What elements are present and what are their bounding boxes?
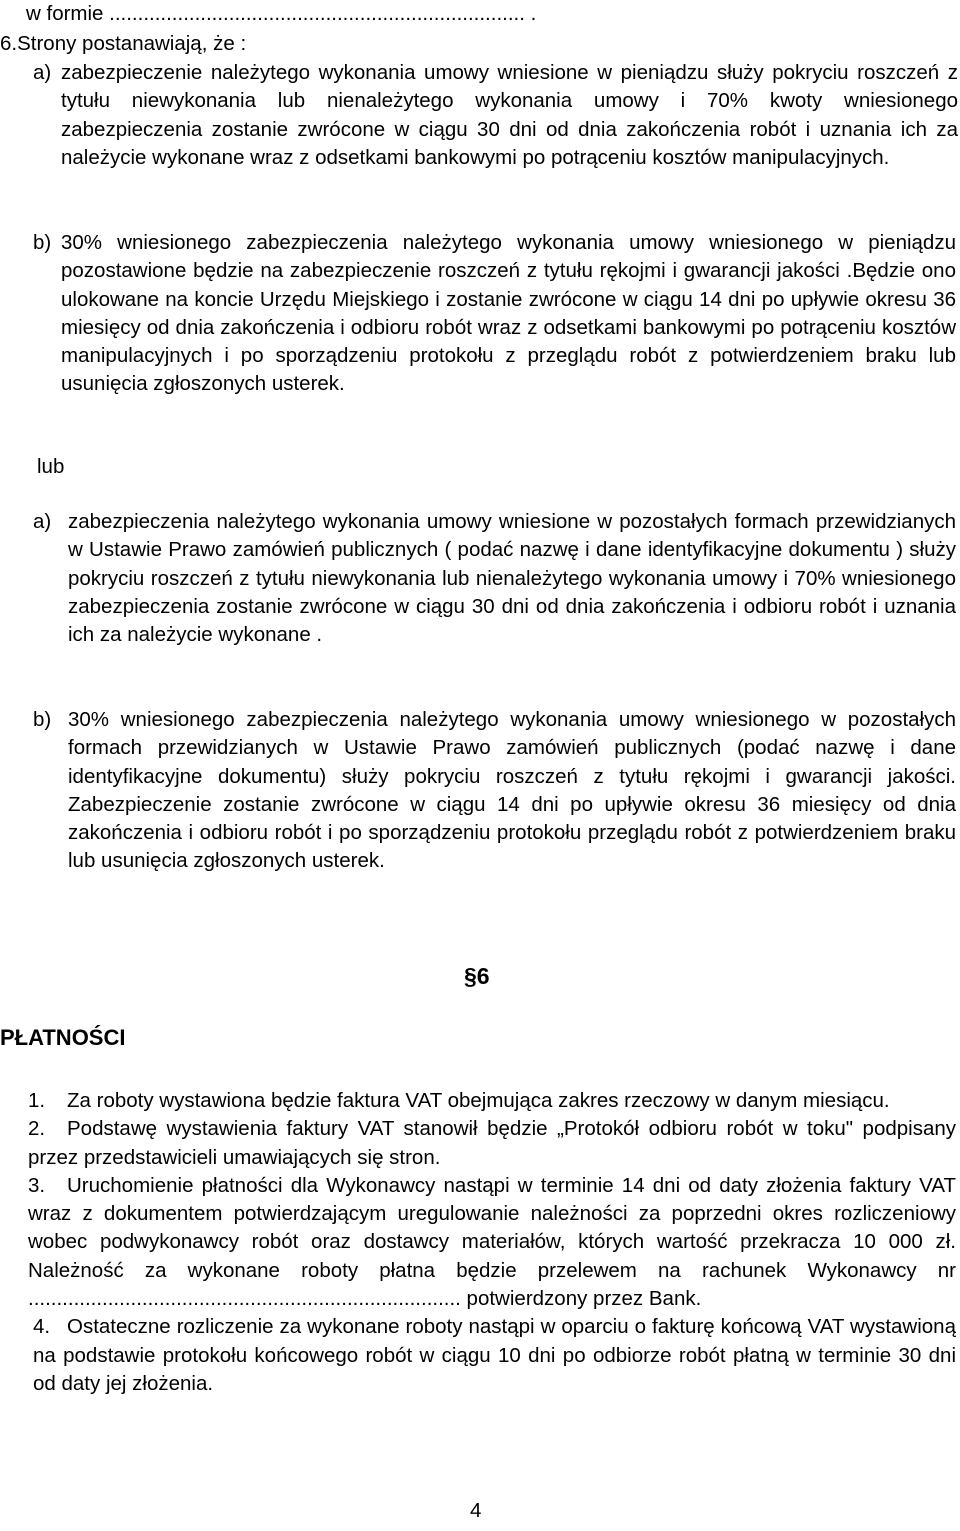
payment-item-3-num: 3. (28, 1173, 46, 1197)
option2-b-item (33, 706, 956, 876)
payment-item-4-num: 4. (33, 1315, 51, 1339)
option2-b-label: b) (33, 708, 52, 731)
option1-b-text: 30% wniesionego zabezpieczenia należytego wykonania umowy wniesionego w pieniądzu pozostawione będzie na zabezpieczenie roszczeń z tytułu rękojmi i gwarancji jakości .Będzie ono ulokowane na koncie Urzędu Miejskiego i zostanie zwrócone w ciągu 14 dni po upływie okresu 36 miesięcy od dnia zakończenia i odbioru robót wraz z odsetkami bankowymi po potrąceniu kosztów manipulacyjnych i po sporządzeniu protokołu z przeglądu robót z potwierdzeniem braku lub usunięcia zgłoszonych usterek. (61, 231, 956, 396)
section-mark: §6 (464, 963, 490, 989)
option2-a-label: a) (33, 510, 52, 533)
form-line: w formie ......................................................................... . (26, 2, 537, 25)
page-number: 4 (470, 1499, 482, 1522)
payment-item-1-text: Za roboty wystawiona będzie faktura VAT obejmująca zakres rzeczowy w danym miesiącu. (67, 1089, 890, 1112)
option1-a-text: zabezpieczenie należytego wykonania umowy wniesione w pieniądzu służy pokryciu roszczeń z tytułu niewykonania lub nienależytego wykonania umowy i 70% kwoty wniesionego zabezpieczenia zostanie zwrócone w ciągu 30 dni od dnia zakończenia robót i uznania ich za należycie wykonane wraz z odsetkami bankowymi po potrąceniu kosztów manipulacyjnych. (61, 61, 958, 169)
option1-a-item (33, 59, 958, 172)
option1-b-label: b) (33, 231, 52, 254)
payment-item-2 (28, 1115, 956, 1172)
section-6-intro: 6.Strony postanawiają, że : (0, 32, 247, 55)
option1-a-label: a) (33, 61, 52, 84)
separator-lub: lub (37, 455, 65, 478)
payment-item-1 (28, 1087, 956, 1115)
payment-item-1-num: 1. (28, 1089, 46, 1112)
payment-item-2-num: 2. (28, 1117, 46, 1141)
payments-list (28, 1087, 956, 1398)
section-heading: PŁATNOŚCI (0, 1025, 126, 1050)
payment-item-3 (28, 1172, 956, 1313)
payment-item-4-text: Ostateczne rozliczenie za wykonane roboty nastąpi w oparciu o fakturę końcową VAT wystawioną na podstawie protokołu końcowego robót w ciągu 10 dni po odbiorze robót płatną w terminie 30 dni od daty jej złożenia. (33, 1315, 956, 1395)
option2-a-text: zabezpieczenia należytego wykonania umowy wniesione w pozostałych formach przewidzianych w Ustawie Prawo zamówień publicznych ( podać nazwę i dane identyfikacyjne dokumentu ) służy pokryciu roszczeń z tytułu niewykonania lub nienależytego wykonania umowy i 70% wniesionego zabezpieczenia zostanie zwrócone w ciągu 30 dni od dnia zakończenia i odbioru robót i uznania ich za należycie wykonane . (68, 510, 956, 647)
payment-item-2-text: Podstawę wystawienia faktury VAT stanowił będzie „Protokół odbioru robót w toku" podpisany przez przedstawicieli umawiających się stron. (28, 1117, 956, 1169)
option2-b-text: 30% wniesionego zabezpieczenia należytego wykonania umowy wniesionego w pozostałych formach przewidzianych w Ustawie Prawo zamówień publicznych (podać nazwę i dane identyfikacyjne dokumentu) służy pokryciu roszczeń z tytułu rękojmi i gwarancji jakości. Zabezpieczenie zostanie zwrócone w ciągu 14 dni po upływie okresu 36 miesięcy od dnia zakończenia i odbioru robót i po sporządzeniu protokołu przeglądu robót z potwierdzeniem braku lub usunięcia zgłoszonych usterek. (68, 708, 956, 873)
payment-item-4 (28, 1313, 956, 1398)
option2-a-item (33, 508, 956, 649)
option1-b-item (33, 229, 956, 399)
payment-item-3-text: Uruchomienie płatności dla Wykonawcy nastąpi w terminie 14 dni od daty złożenia faktury VAT wraz z dokumentem potwierdzającym uregulowanie należności za poprzedni okres rozliczeniowy wobec podwykonawcy robót oraz dostawcy materiałów, których wartość przekracza 10 000 zł. Należność za wykonane roboty płatna będzie przelewem na rachunek Wykonawcy nr ............................................................................ potwierdzony przez Bank. (28, 1173, 956, 1311)
